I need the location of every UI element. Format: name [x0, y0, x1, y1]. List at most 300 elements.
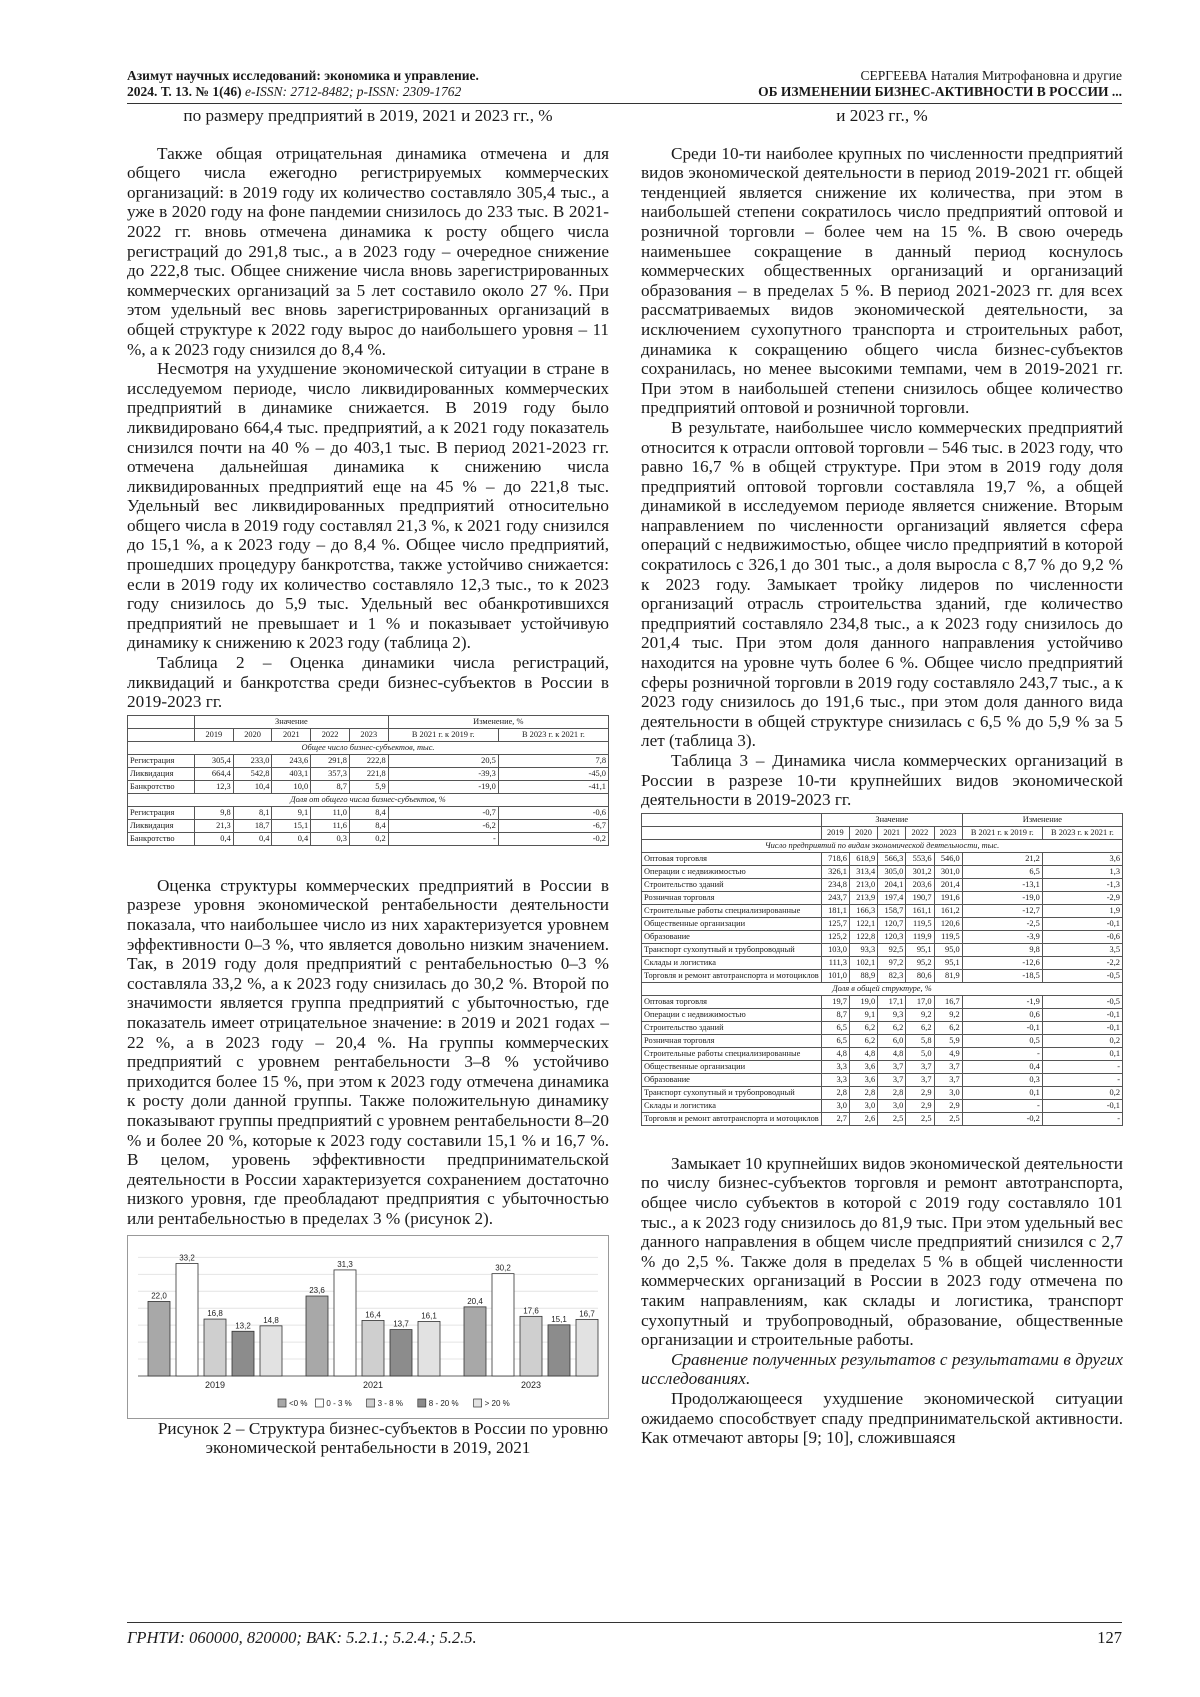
- table-cell: -: [1042, 1073, 1122, 1086]
- table-cell: 0,4: [272, 832, 311, 845]
- table-header-cell: [642, 813, 822, 826]
- table-cell: 291,8: [311, 754, 350, 767]
- table-cell: 95,1: [906, 943, 934, 956]
- row-label: Транспорт сухопутный и трубопроводный: [642, 1086, 822, 1099]
- table-cell: 6,5: [821, 1034, 849, 1047]
- table-2-body-shares: [128, 806, 609, 845]
- table-cell: -41,1: [498, 780, 608, 793]
- table-cell: 2,5: [878, 1112, 906, 1125]
- table-cell: 9,1: [849, 1008, 877, 1021]
- table-cell: 326,1: [821, 865, 849, 878]
- table-cell: 5,0: [906, 1047, 934, 1060]
- table-header-cell: В 2021 г. к 2019 г.: [388, 728, 498, 741]
- footer-rule: [127, 1622, 1122, 1623]
- table-cell: 553,6: [906, 852, 934, 865]
- table-cell: 21,2: [962, 852, 1042, 865]
- table-cell: 161,1: [906, 904, 934, 917]
- row-label: Строительство зданий: [642, 878, 822, 891]
- right-column: [641, 106, 1123, 1448]
- table-row: [128, 806, 609, 819]
- table-section-label: Число предприятий по видам экономической деятельности, тыс.: [642, 839, 1123, 852]
- table-section-label: Общее число бизнес-субъектов, тыс.: [128, 741, 609, 754]
- table-cell: 8,7: [311, 780, 350, 793]
- data-label: 30,2: [495, 1263, 511, 1273]
- row-label: Торговля и ремонт автотранспорта и мотоциклов: [642, 1112, 822, 1125]
- table-cell: 566,3: [878, 852, 906, 865]
- table-cell: 17,1: [878, 995, 906, 1008]
- row-label: Банкротство: [128, 832, 195, 845]
- table-cell: 3,7: [934, 1073, 962, 1086]
- legend-swatch: [474, 1399, 482, 1407]
- table-cell: 82,3: [878, 969, 906, 982]
- table-cell: 9,8: [195, 806, 234, 819]
- table-cell: 166,3: [849, 904, 877, 917]
- footer-codes: ГРНТИ: 060000, 820000; ВАК: 5.2.1.; 5.2.4.; 5.2.5.: [127, 1628, 477, 1647]
- table-cell: 8,4: [349, 819, 388, 832]
- table-cell: 11,0: [311, 806, 350, 819]
- table-row: [642, 917, 1123, 930]
- row-label: Строительные работы специализированные: [642, 904, 822, 917]
- table-cell: 222,8: [349, 754, 388, 767]
- table-cell: -6,7: [498, 819, 608, 832]
- table-cell: 9,8: [962, 943, 1042, 956]
- table-cell: 93,3: [849, 943, 877, 956]
- table-cell: 81,9: [934, 969, 962, 982]
- table-cell: 3,0: [849, 1099, 877, 1112]
- table-3-body-shares: [642, 995, 1123, 1125]
- table-cell: 9,1: [272, 806, 311, 819]
- data-label: 31,3: [337, 1259, 353, 1269]
- row-label: Строительные работы специализированные: [642, 1047, 822, 1060]
- legend-swatch: [315, 1399, 323, 1407]
- table-cell: -0,6: [498, 806, 608, 819]
- article-header: [758, 68, 1122, 100]
- continued-caption-left: по размеру предприятий в 2019, 2021 и 2023 гг., %: [183, 106, 553, 125]
- row-label: Оптовая торговля: [642, 995, 822, 1008]
- table-header-cell: 2019: [195, 728, 234, 741]
- table-cell: -0,1: [1042, 1021, 1122, 1034]
- table-header-cell: 2021: [878, 826, 906, 839]
- table-cell: 357,3: [311, 767, 350, 780]
- table-row: [642, 1047, 1123, 1060]
- table-cell: 664,4: [195, 767, 234, 780]
- table-cell: -45,0: [498, 767, 608, 780]
- row-label: Ликвидация: [128, 767, 195, 780]
- row-label: Регистрация: [128, 754, 195, 767]
- category-label: 2021: [362, 1379, 384, 1390]
- table-row: [128, 780, 609, 793]
- table-cell: 20,5: [388, 754, 498, 767]
- bar: [390, 1329, 412, 1375]
- table-cell: -: [962, 1099, 1042, 1112]
- row-label: Розничная торговля: [642, 891, 822, 904]
- section-heading-italic: Сравнение полученных результатов с результатами в других исследованиях.: [641, 1349, 1123, 1389]
- table-2-caption: Таблица 2 – Оценка динамики числа регистраций, ликвидаций и банкротства среди бизнес-субъектов в России в 2019-2023 гг.: [127, 653, 609, 712]
- table-header-cell: Изменение, %: [388, 715, 608, 728]
- row-label: Строительство зданий: [642, 1021, 822, 1034]
- row-label: Склады и логистика: [642, 956, 822, 969]
- table-cell: 301,2: [906, 865, 934, 878]
- data-label: 16,8: [207, 1308, 223, 1318]
- table-cell: 18,7: [233, 819, 272, 832]
- table-row: [128, 754, 609, 767]
- table-header-cell: 2021: [272, 728, 311, 741]
- table-cell: -0,7: [388, 806, 498, 819]
- table-cell: -0,1: [1042, 1008, 1122, 1021]
- table-cell: 3,3: [821, 1073, 849, 1086]
- table-cell: 3,0: [821, 1099, 849, 1112]
- table-row: [642, 1073, 1123, 1086]
- table-cell: 203,6: [906, 878, 934, 891]
- table-cell: 1,3: [1042, 865, 1122, 878]
- table-row: [642, 956, 1123, 969]
- table-cell: -0,2: [498, 832, 608, 845]
- table-2-body-counts: [128, 754, 609, 793]
- table-cell: 6,0: [878, 1034, 906, 1047]
- legend-swatch: [367, 1399, 375, 1407]
- table-cell: -: [388, 832, 498, 845]
- row-label: Ликвидация: [128, 819, 195, 832]
- row-label: Оптовая торговля: [642, 852, 822, 865]
- table-cell: 718,6: [821, 852, 849, 865]
- bar: [548, 1324, 570, 1375]
- table-row: [642, 995, 1123, 1008]
- table-header-cell: Изменение: [962, 813, 1122, 826]
- table-cell: 122,8: [849, 930, 877, 943]
- table-cell: 221,8: [349, 767, 388, 780]
- table-cell: 201,4: [934, 878, 962, 891]
- table-row: [642, 865, 1123, 878]
- table-3-caption: Таблица 3 – Динамика числа коммерческих организаций в России в разрезе 10-ти крупнейших видов экономической деятельности в 2019-2023 гг.: [641, 751, 1123, 810]
- table-cell: 4,8: [821, 1047, 849, 1060]
- table-cell: 0,6: [962, 1008, 1042, 1021]
- table-cell: 97,2: [878, 956, 906, 969]
- category-label: 2023: [520, 1379, 542, 1390]
- table-row: [642, 943, 1123, 956]
- table-header-cell: 2023: [349, 728, 388, 741]
- table-header-cell: [642, 826, 822, 839]
- table-cell: 2,7: [821, 1112, 849, 1125]
- table-cell: -0,5: [1042, 995, 1122, 1008]
- table-row: [642, 930, 1123, 943]
- table-cell: 9,2: [906, 1008, 934, 1021]
- table-cell: -18,5: [962, 969, 1042, 982]
- figure-2-chart: [127, 1235, 609, 1419]
- table-cell: 125,7: [821, 917, 849, 930]
- table-cell: 3,0: [934, 1086, 962, 1099]
- table-cell: 8,7: [821, 1008, 849, 1021]
- table-row: [128, 832, 609, 845]
- table-cell: 3,5: [1042, 943, 1122, 956]
- table-cell: 161,2: [934, 904, 962, 917]
- table-cell: 6,2: [934, 1021, 962, 1034]
- table-cell: 243,7: [821, 891, 849, 904]
- table-cell: 6,5: [962, 865, 1042, 878]
- legend-label: 3 - 8 %: [377, 1398, 403, 1408]
- table-cell: -12,7: [962, 904, 1042, 917]
- table-cell: 6,2: [849, 1034, 877, 1047]
- table-cell: 0,2: [1042, 1034, 1122, 1047]
- table-cell: 2,8: [821, 1086, 849, 1099]
- table-cell: 546,0: [934, 852, 962, 865]
- table-cell: 4,9: [934, 1047, 962, 1060]
- table-cell: 16,7: [934, 995, 962, 1008]
- row-label: Образование: [642, 930, 822, 943]
- table-cell: 190,7: [906, 891, 934, 904]
- table-cell: -0,6: [1042, 930, 1122, 943]
- table-header-cell: 2020: [849, 826, 877, 839]
- table-cell: 6,2: [906, 1021, 934, 1034]
- table-cell: -1,3: [1042, 878, 1122, 891]
- data-label: 16,4: [365, 1309, 381, 1319]
- table-cell: -19,0: [388, 780, 498, 793]
- table-cell: 3,7: [934, 1060, 962, 1073]
- data-label: 23,6: [309, 1285, 325, 1295]
- table-cell: -: [962, 1047, 1042, 1060]
- table-cell: -2,2: [1042, 956, 1122, 969]
- journal-title: Азимут научных исследований: экономика и управление.: [127, 68, 479, 83]
- table-header-cell: 2019: [821, 826, 849, 839]
- table-cell: 7,8: [498, 754, 608, 767]
- table-cell: 3,7: [878, 1060, 906, 1073]
- table-cell: 234,8: [821, 878, 849, 891]
- row-label: Операции с недвижимостью: [642, 865, 822, 878]
- table-cell: 0,1: [1042, 1047, 1122, 1060]
- table-cell: 1,9: [1042, 904, 1122, 917]
- table-cell: 120,3: [878, 930, 906, 943]
- table-cell: 19,7: [821, 995, 849, 1008]
- table-cell: 3,6: [849, 1073, 877, 1086]
- table-cell: 2,9: [906, 1099, 934, 1112]
- row-label: Образование: [642, 1073, 822, 1086]
- table-cell: 17,0: [906, 995, 934, 1008]
- table-header-cell: В 2021 г. к 2019 г.: [962, 826, 1042, 839]
- table-cell: 301,0: [934, 865, 962, 878]
- table-cell: 3,6: [849, 1060, 877, 1073]
- table-cell: 0,1: [962, 1086, 1042, 1099]
- table-row: [642, 878, 1123, 891]
- table-cell: -12,6: [962, 956, 1042, 969]
- paragraph: В результате, наибольшее число коммерческих предприятий относится к отрасли оптовой торговли – 546 тыс. в 2023 году, что равно 16,7 % в общей структуре. При этом в 2019 году доля предприятий оптовой торговли составляла 19,7 %, а общей динамикой в исследуемом периоде является снижение. Вторым направлением по численности организаций является сфера операций с недвижимостью, общее число предприятий в которой сократилось с 326,1 до 301 тыс., а доля выросла с 8,7 % до 9,2 % к 2023 году. Замыкает тройку лидеров по численности организаций отрасль строительства зданий, где количество предприятий составляло 234,8 тыс., а к 2023 году снизилось до 201,4 тыс. При этом доля данного направления устойчиво находится на уровне чуть более 6 %. Общее число предприятий сферы розничной торговли в 2019 году составляло 243,7 тыс., а к 2023 году снизилось до 191,6 тыс., при этом доля данного вида деятельности в общей структуре снизилась с 6,5 % до 5,9 % за 5 лет (таблица 3).: [641, 417, 1123, 751]
- table-cell: 119,9: [906, 930, 934, 943]
- row-label: Общественные организации: [642, 1060, 822, 1073]
- left-column: [127, 106, 609, 1458]
- table-cell: -: [1042, 1112, 1122, 1125]
- paragraph: Среди 10-ти наиболее крупных по численности предприятий видов экономической деятельности в период 2019-2021 гг. общей тенденцией является снижение их количества, при этом в наибольшей степени сократилось число предприятий оптовой и розничной торговли – более чем на 15 %. В свою очередь наименьшее сокращение в данный период коснулось коммерческих общественных организаций и организаций образования – в пределах 5 %. В период 2021-2023 гг. для всех рассматриваемых видов экономической деятельности, за исключением сухопутного транспорта и строительных работ, динамика к сокращению общего числа бизнес-субъектов сохранилась, но менее высокими темпами, чем в 2019-2021 гг. При этом в наибольшей степени снизилось общее количество предприятий оптовой и розничной торговли.: [641, 143, 1123, 418]
- table-cell: 2,9: [906, 1086, 934, 1099]
- continued-caption-right: и 2023 гг., %: [836, 106, 928, 125]
- table-cell: 5,9: [349, 780, 388, 793]
- table-cell: 233,0: [233, 754, 272, 767]
- legend-label: 0 - 3 %: [326, 1398, 352, 1408]
- table-cell: 158,7: [878, 904, 906, 917]
- table-cell: -39,3: [388, 767, 498, 780]
- paragraph: Замыкает 10 крупнейших видов экономической деятельности по числу бизнес-субъектов торговля и ремонт автотранспорта, общее число субъектов в которой с 2019 году составляло 101 тыс., а к 2023 году снизилось до 81,9 тыс. При этом удельный вес данного направления в общем числе предприятий снизился с 2,7 % до 2,5 %. Также доля в пределах 5 % в общей численности коммерческих организаций в России в 2023 году отмечена по таким направлениям, как склады и логистика, транспорт сухопутный и трубопроводный, образование, общественные организации и строительные работы.: [641, 1153, 1123, 1350]
- row-label: Операции с недвижимостью: [642, 1008, 822, 1021]
- table-cell: 21,3: [195, 819, 234, 832]
- table-cell: 0,3: [311, 832, 350, 845]
- table-cell: -: [1042, 1060, 1122, 1073]
- bar: [492, 1273, 514, 1375]
- table-cell: 10,0: [272, 780, 311, 793]
- bar: [176, 1263, 198, 1376]
- table-cell: 305,0: [878, 865, 906, 878]
- table-cell: 305,4: [195, 754, 234, 767]
- row-label: Розничная торговля: [642, 1034, 822, 1047]
- bar: [204, 1319, 226, 1376]
- table-row: [642, 1086, 1123, 1099]
- bar: [362, 1320, 384, 1376]
- category-label: 2019: [204, 1379, 226, 1390]
- table-row: [642, 1008, 1123, 1021]
- legend-swatch: [278, 1399, 286, 1407]
- row-label: Транспорт сухопутный и трубопроводный: [642, 943, 822, 956]
- table-header-cell: В 2023 г. к 2021 г.: [498, 728, 608, 741]
- legend-label: <0 %: [289, 1398, 308, 1408]
- table-cell: 122,1: [849, 917, 877, 930]
- data-label: 22,0: [151, 1290, 167, 1300]
- table-cell: 0,4: [233, 832, 272, 845]
- table-row: [128, 819, 609, 832]
- row-label: Общественные организации: [642, 917, 822, 930]
- table-cell: 8,1: [233, 806, 272, 819]
- row-label: Торговля и ремонт автотранспорта и мотоциклов: [642, 969, 822, 982]
- table-section-label: Доля от общего числа бизнес-субъектов, %: [128, 793, 609, 806]
- table-cell: 101,0: [821, 969, 849, 982]
- paragraph: Несмотря на ухудшение экономической ситуации в стране в исследуемом периоде, число ликвидированных коммерческих предприятий в динамике снижается. В 2019 году было ликвидировано 664,4 тыс. предприятий, а к 2021 году показатель снизился почти на 40 % – до 403,1 тыс. В период 2021-2023 гг. отмечена дальнейшая динамика к снижению числа ликвидированных предприятий еще на 45 % – до 221,8 тыс. Удельный вес ликвидированных предприятий относительно общего числа в 2019 году составлял 21,3 %, к 2021 году снизился до 15,1 %, а к 2023 году – до 8,4 %. Общее число предприятий, прошедших процедуру банкротства, также устойчиво снижается: если в 2019 году их количество составляло 12,3 тыс., то к 2023 году снизилось до 5,9 тыс. Удельный вес обанкротившихся предприятий не превышает и 1 % и показывает устойчивую динамику к снижению к 2023 году (таблица 2).: [127, 359, 609, 653]
- table-cell: 120,6: [934, 917, 962, 930]
- paragraph: Оценка структуры коммерческих предприятий в России в разрезе уровня экономической рентабельности деятельности показала, что наибольшее число из них характеризуется уровнем эффективности 0–3 %, что является довольно низким значением. Так, в 2019 году доля предприятий с рентабельностью 0–3 % составляла 33,2 %, а к 2023 году снизилась до 30,2 %. Второй по значимости является группа предприятий с убыточностью, где показатель имеет отрицательное значение: в 2019 и 2021 годах – 22 %, а в 2023 году – 20,4 %. На группы коммерческих предприятий с уровнем рентабельности 3–8 % устойчиво приходится более 15 %, при этом к 2023 году отмечена динамика к росту доли данной группы. Также положительную динамику показывают группы предприятий с уровнем рентабельности 8–20 % и более 20 %, которые к 2023 году составили 15,1 % и 16,7 %. В целом, уровень эффективности предпринимательской деятельности в России характеризуется сохранением достаточно низкого уровня, где преобладают предприятия с убыточностью или рентабельностью в пределах 3 % (рисунок 2).: [127, 875, 609, 1228]
- table-row: [642, 1021, 1123, 1034]
- table-row: [642, 852, 1123, 865]
- table-2: [127, 715, 609, 846]
- table-cell: 15,1: [272, 819, 311, 832]
- table-cell: 5,9: [934, 1034, 962, 1047]
- table-header-cell: Значение: [821, 813, 962, 826]
- table-cell: 95,0: [934, 943, 962, 956]
- table-cell: 0,3: [962, 1073, 1042, 1086]
- bar: [464, 1306, 486, 1375]
- table-cell: 213,0: [849, 878, 877, 891]
- table-cell: 0,2: [349, 832, 388, 845]
- row-label: Регистрация: [128, 806, 195, 819]
- table-cell: 3,0: [878, 1099, 906, 1112]
- table-cell: 2,8: [849, 1086, 877, 1099]
- table-cell: 3,7: [878, 1073, 906, 1086]
- table-cell: -2,5: [962, 917, 1042, 930]
- figure-2-caption: Рисунок 2 – Структура бизнес-субъектов в России по уровню экономической рентабельности в 2019, 2021: [157, 1418, 609, 1458]
- table-cell: 4,8: [849, 1047, 877, 1060]
- data-label: 13,7: [393, 1319, 409, 1329]
- table-cell: 313,4: [849, 865, 877, 878]
- legend-label: > 20 %: [484, 1398, 510, 1408]
- data-label: 15,1: [551, 1314, 567, 1324]
- table-cell: 6,5: [821, 1021, 849, 1034]
- bar: [418, 1321, 440, 1376]
- table-header-cell: 2022: [906, 826, 934, 839]
- journal-issn: e-ISSN: 2712-8482; p-ISSN: 2309-1762: [244, 84, 462, 99]
- table-row: [642, 891, 1123, 904]
- table-cell: -3,9: [962, 930, 1042, 943]
- table-cell: 111,3: [821, 956, 849, 969]
- page-number: 127: [1097, 1628, 1122, 1647]
- table-cell: 2,8: [878, 1086, 906, 1099]
- header-rule: [127, 103, 1122, 104]
- bar: [334, 1269, 356, 1375]
- table-cell: 12,3: [195, 780, 234, 793]
- table-cell: 3,7: [906, 1073, 934, 1086]
- table-cell: 95,1: [934, 956, 962, 969]
- table-cell: 204,1: [878, 878, 906, 891]
- paragraph: Продолжающееся ухудшение экономической ситуации ожидаемо способствует спаду предпринимательской активности. Как отмечают авторы [9; 10], сложившаяся: [641, 1388, 1123, 1448]
- table-cell: 102,1: [849, 956, 877, 969]
- table-row: [642, 1112, 1123, 1125]
- table-cell: -13,1: [962, 878, 1042, 891]
- table-cell: 5,8: [906, 1034, 934, 1047]
- table-cell: 542,8: [233, 767, 272, 780]
- table-cell: -2,9: [1042, 891, 1122, 904]
- table-header-cell: Значение: [195, 715, 389, 728]
- table-3-body-counts: [642, 852, 1123, 982]
- journal-header: [127, 68, 479, 100]
- bar: [260, 1325, 282, 1375]
- table-cell: 92,5: [878, 943, 906, 956]
- table-row: [642, 1060, 1123, 1073]
- table-cell: 3,7: [906, 1060, 934, 1073]
- bar-chart: [128, 1236, 608, 1418]
- bar: [148, 1301, 170, 1376]
- paragraph: Также общая отрицательная динамика отмечена и для общего числа ежегодно регистрируемых коммерческих организаций: в 2019 году их количество составляло 305,4 тыс., а уже в 2020 году на фоне пандемии снизилось до 233 тыс. В 2021-2022 гг. вновь отмечена динамика к росту общего числа регистраций до 291,8 тыс., а в 2023 году – очередное снижение до 222,8 тыс. Общее снижение числа вновь зарегистрированных коммерческих организаций за 5 лет составило около 27 %. При этом удельный вес вновь зарегистрированных организаций в общей структуре к 2022 году вырос до наибольшего уровня – 11 %, а к 2023 году снизился до 8,4 %.: [127, 143, 609, 359]
- table-cell: 119,5: [906, 917, 934, 930]
- table-cell: -0,5: [1042, 969, 1122, 982]
- table-cell: 403,1: [272, 767, 311, 780]
- table-cell: 9,2: [934, 1008, 962, 1021]
- data-label: 14,8: [263, 1315, 279, 1325]
- table-cell: 6,2: [878, 1021, 906, 1034]
- table-cell: 618,9: [849, 852, 877, 865]
- table-cell: 3,6: [1042, 852, 1122, 865]
- table-3: [641, 813, 1123, 1126]
- table-cell: -0,2: [962, 1112, 1042, 1125]
- table-cell: 80,6: [906, 969, 934, 982]
- table-cell: 120,7: [878, 917, 906, 930]
- table-row: [642, 1099, 1123, 1112]
- data-label: 33,2: [179, 1252, 195, 1262]
- data-label: 13,2: [235, 1320, 251, 1330]
- table-cell: 213,9: [849, 891, 877, 904]
- bar: [232, 1331, 254, 1376]
- table-cell: -6,2: [388, 819, 498, 832]
- table-cell: -0,1: [1042, 917, 1122, 930]
- table-cell: 19,0: [849, 995, 877, 1008]
- table-cell: 197,4: [878, 891, 906, 904]
- table-row: [642, 904, 1123, 917]
- article-author: СЕРГЕЕВА Наталия Митрофановна и другие: [860, 68, 1122, 83]
- table-cell: -0,1: [962, 1021, 1042, 1034]
- table-cell: 11,6: [311, 819, 350, 832]
- table-cell: 2,9: [934, 1099, 962, 1112]
- table-cell: 2,6: [849, 1112, 877, 1125]
- row-label: Склады и логистика: [642, 1099, 822, 1112]
- table-cell: 95,2: [906, 956, 934, 969]
- table-header-cell: 2020: [233, 728, 272, 741]
- data-label: 20,4: [467, 1296, 483, 1306]
- table-cell: 6,2: [849, 1021, 877, 1034]
- table-cell: 0,4: [962, 1060, 1042, 1073]
- table-cell: -19,0: [962, 891, 1042, 904]
- table-cell: 243,6: [272, 754, 311, 767]
- table-cell: 0,5: [962, 1034, 1042, 1047]
